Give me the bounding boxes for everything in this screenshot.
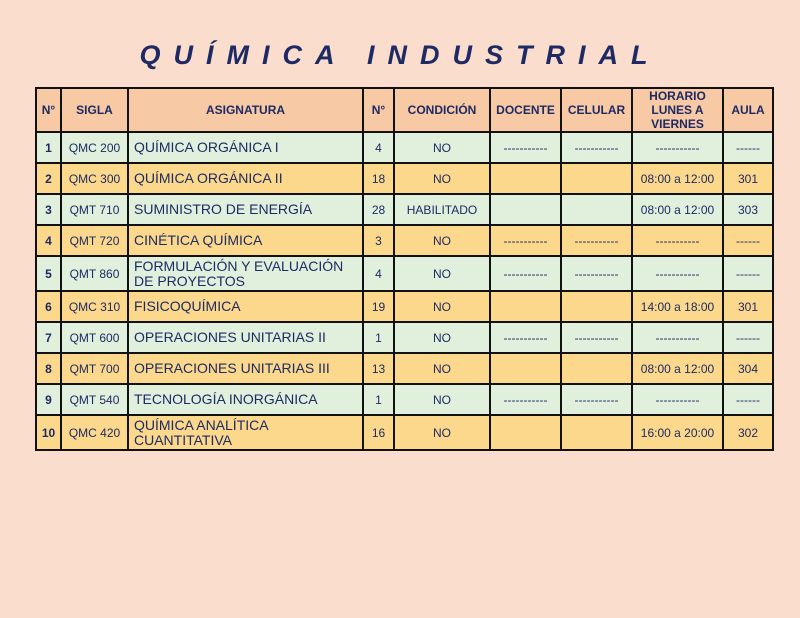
condicion-cell: HABILITADO: [394, 194, 490, 225]
celular-cell: -----------: [561, 256, 632, 291]
horario-cell: 14:00 a 18:00: [632, 291, 723, 322]
count-cell: 28: [363, 194, 394, 225]
celular-cell: [561, 291, 632, 322]
header-cell-asignatura: ASIGNATURA: [128, 88, 363, 132]
table-row: [36, 415, 773, 450]
count-cell: 1: [363, 322, 394, 353]
count-cell: 4: [363, 256, 394, 291]
asignatura-cell: TECNOLOGÍA INORGÁNICA: [128, 384, 363, 415]
horario-cell: -----------: [632, 322, 723, 353]
condicion-cell: NO: [394, 132, 490, 163]
row-number-cell: 6: [36, 291, 61, 322]
asignatura-cell: CINÉTICA QUÍMICA: [128, 225, 363, 256]
header-cell-celular: CELULAR: [561, 88, 632, 132]
asignatura-cell: SUMINISTRO DE ENERGÍA: [128, 194, 363, 225]
table-row: [36, 132, 773, 163]
docente-cell: [490, 194, 561, 225]
table-row: [36, 225, 773, 256]
asignatura-cell: QUÍMICA ORGÁNICA II: [128, 163, 363, 194]
horario-cell: -----------: [632, 384, 723, 415]
sigla-cell: QMT 860: [61, 256, 128, 291]
header-cell-count: N°: [363, 88, 394, 132]
sigla-cell: QMC 200: [61, 132, 128, 163]
sigla-cell: QMT 720: [61, 225, 128, 256]
condicion-cell: NO: [394, 256, 490, 291]
docente-cell: [490, 415, 561, 450]
asignatura-cell: OPERACIONES UNITARIAS II: [128, 322, 363, 353]
celular-cell: -----------: [561, 384, 632, 415]
count-cell: 4: [363, 132, 394, 163]
docente-cell: -----------: [490, 132, 561, 163]
header-cell-horario: HORARIO LUNES A VIERNES: [632, 88, 723, 132]
horario-cell: -----------: [632, 132, 723, 163]
count-cell: 18: [363, 163, 394, 194]
row-number-cell: 2: [36, 163, 61, 194]
asignatura-cell: OPERACIONES UNITARIAS III: [128, 353, 363, 384]
horario-cell: 16:00 a 20:00: [632, 415, 723, 450]
count-cell: 19: [363, 291, 394, 322]
aula-cell: 303: [723, 194, 773, 225]
count-cell: 16: [363, 415, 394, 450]
horario-cell: 08:00 a 12:00: [632, 163, 723, 194]
row-number-cell: 9: [36, 384, 61, 415]
row-number-cell: 5: [36, 256, 61, 291]
docente-cell: [490, 291, 561, 322]
condicion-cell: NO: [394, 353, 490, 384]
docente-cell: -----------: [490, 384, 561, 415]
celular-cell: [561, 353, 632, 384]
table-row: [36, 353, 773, 384]
table-row: [36, 291, 773, 322]
row-number-cell: 1: [36, 132, 61, 163]
row-number-cell: 8: [36, 353, 61, 384]
aula-cell: ------: [723, 225, 773, 256]
table-row: [36, 384, 773, 415]
sigla-cell: QMC 310: [61, 291, 128, 322]
celular-cell: [561, 415, 632, 450]
sigla-cell: QMC 420: [61, 415, 128, 450]
count-cell: 13: [363, 353, 394, 384]
aula-cell: ------: [723, 256, 773, 291]
sigla-cell: QMT 540: [61, 384, 128, 415]
docente-cell: -----------: [490, 256, 561, 291]
row-number-cell: 7: [36, 322, 61, 353]
celular-cell: -----------: [561, 225, 632, 256]
row-number-cell: 10: [36, 415, 61, 450]
table-row: [36, 256, 773, 291]
celular-cell: -----------: [561, 322, 632, 353]
count-cell: 3: [363, 225, 394, 256]
page-title: QUÍMICA INDUSTRIAL: [139, 40, 661, 70]
aula-cell: ------: [723, 132, 773, 163]
celular-cell: [561, 194, 632, 225]
aula-cell: 304: [723, 353, 773, 384]
condicion-cell: NO: [394, 415, 490, 450]
row-number-cell: 3: [36, 194, 61, 225]
header-cell-sigla: SIGLA: [61, 88, 128, 132]
horario-cell: 08:00 a 12:00: [632, 353, 723, 384]
aula-cell: 301: [723, 163, 773, 194]
condicion-cell: NO: [394, 225, 490, 256]
sigla-cell: QMT 600: [61, 322, 128, 353]
header-cell-aula: AULA: [723, 88, 773, 132]
condicion-cell: NO: [394, 291, 490, 322]
sigla-cell: QMT 710: [61, 194, 128, 225]
table-row: [36, 163, 773, 194]
condicion-cell: NO: [394, 163, 490, 194]
table-row: [36, 194, 773, 225]
celular-cell: -----------: [561, 132, 632, 163]
docente-cell: -----------: [490, 322, 561, 353]
schedule-table: [35, 87, 774, 451]
header-cell-number: N°: [36, 88, 61, 132]
horario-cell: -----------: [632, 256, 723, 291]
asignatura-cell: FORMULACIÓN Y EVALUACIÓN DE PROYECTOS: [128, 256, 363, 291]
aula-cell: 302: [723, 415, 773, 450]
docente-cell: -----------: [490, 225, 561, 256]
horario-cell: 08:00 a 12:00: [632, 194, 723, 225]
count-cell: 1: [363, 384, 394, 415]
celular-cell: [561, 163, 632, 194]
row-number-cell: 4: [36, 225, 61, 256]
aula-cell: ------: [723, 322, 773, 353]
asignatura-cell: QUÍMICA ORGÁNICA I: [128, 132, 363, 163]
horario-cell: -----------: [632, 225, 723, 256]
sigla-cell: QMT 700: [61, 353, 128, 384]
asignatura-cell: QUÍMICA ANALÍTICA CUANTITATIVA: [128, 415, 363, 450]
condicion-cell: NO: [394, 322, 490, 353]
header-cell-condicion: CONDICIÓN: [394, 88, 490, 132]
aula-cell: ------: [723, 384, 773, 415]
asignatura-cell: FISICOQUÍMICA: [128, 291, 363, 322]
table-header-row: [36, 88, 773, 132]
sigla-cell: QMC 300: [61, 163, 128, 194]
aula-cell: 301: [723, 291, 773, 322]
header-cell-docente: DOCENTE: [490, 88, 561, 132]
condicion-cell: NO: [394, 384, 490, 415]
table-row: [36, 322, 773, 353]
docente-cell: [490, 163, 561, 194]
docente-cell: [490, 353, 561, 384]
